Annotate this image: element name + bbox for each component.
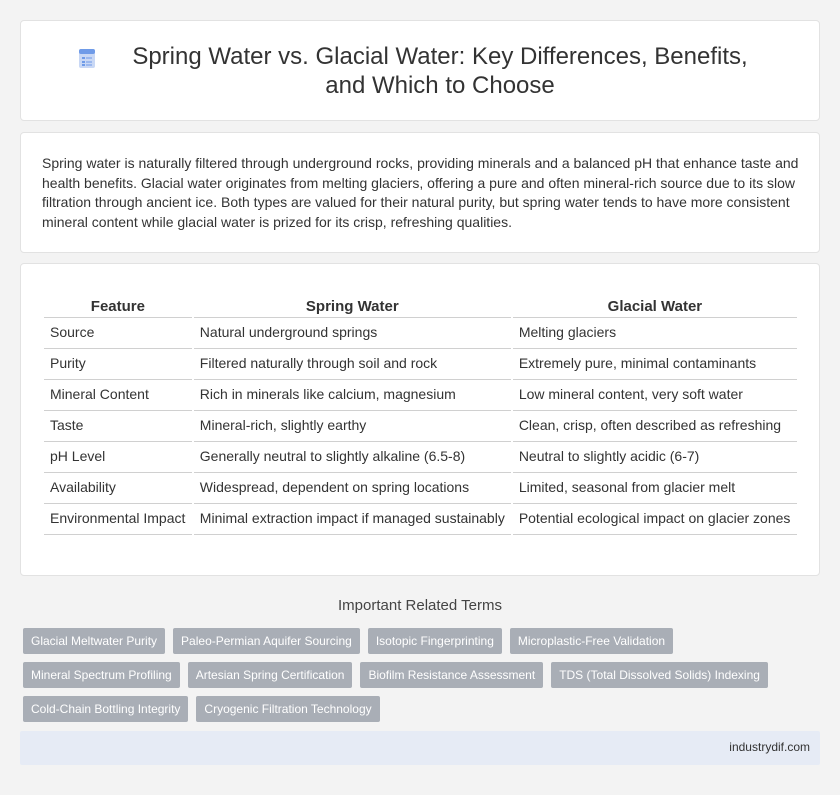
table-row [44, 318, 797, 349]
term-tag[interactable]: Biofilm Resistance Assessment [360, 662, 543, 688]
row-glacial-value: Limited, seasonal from glacier melt [513, 473, 797, 504]
page-title: Spring Water vs. Glacial Water: Key Differences, Benefits, and Which to Choose [132, 42, 748, 99]
row-spring-value: Minimal extraction impact if managed sustainably [194, 504, 511, 535]
row-glacial-value: Neutral to slightly acidic (6-7) [513, 442, 797, 473]
related-terms-heading: Important Related Terms [338, 597, 502, 614]
footer-bar [20, 731, 820, 765]
row-glacial-value: Potential ecological impact on glacier zones [513, 504, 797, 535]
term-tag[interactable]: TDS (Total Dissolved Solids) Indexing [551, 662, 768, 688]
term-tag[interactable]: Artesian Spring Certification [188, 662, 353, 688]
row-feature: Taste [44, 411, 192, 442]
row-spring-value: Widespread, dependent on spring locations [194, 473, 511, 504]
row-feature: pH Level [44, 442, 192, 473]
term-tag[interactable]: Mineral Spectrum Profiling [23, 662, 180, 688]
row-spring-value: Rich in minerals like calcium, magnesium [194, 380, 511, 411]
intro-card [20, 132, 820, 253]
term-tag[interactable]: Paleo-Permian Aquifer Sourcing [173, 628, 360, 654]
row-spring-value: Natural underground springs [194, 318, 511, 349]
term-tag[interactable]: Isotopic Fingerprinting [368, 628, 502, 654]
row-feature: Environmental Impact [44, 504, 192, 535]
header-card [20, 20, 820, 121]
row-glacial-value: Extremely pure, minimal contaminants [513, 349, 797, 380]
row-feature: Availability [44, 473, 192, 504]
related-terms-list [23, 628, 823, 722]
header-glacial-water: Glacial Water [513, 296, 797, 318]
row-feature: Source [44, 318, 192, 349]
header-feature: Feature [44, 296, 192, 318]
footer-site-link[interactable]: industrydif.com [729, 740, 810, 754]
row-spring-value: Filtered naturally through soil and rock [194, 349, 511, 380]
row-spring-value: Mineral-rich, slightly earthy [194, 411, 511, 442]
header-spring-water: Spring Water [194, 296, 511, 318]
row-glacial-value: Low mineral content, very soft water [513, 380, 797, 411]
term-tag[interactable]: Cryogenic Filtration Technology [196, 696, 379, 722]
table-row [44, 411, 797, 442]
table-row [44, 349, 797, 380]
table-header-row [44, 296, 797, 318]
comparison-table [42, 296, 799, 535]
table-row [44, 442, 797, 473]
comparison-table-card [20, 263, 820, 576]
row-feature: Mineral Content [44, 380, 192, 411]
row-glacial-value: Clean, crisp, often described as refreshing [513, 411, 797, 442]
table-row [44, 504, 797, 535]
term-tag[interactable]: Glacial Meltwater Purity [23, 628, 165, 654]
term-tag[interactable]: Microplastic-Free Validation [510, 628, 673, 654]
intro-paragraph: Spring water is naturally filtered through underground rocks, providing minerals and a balanced pH that enhance taste and health benefits. Glacial water originates from melting glaciers, offering a pure and often mineral-rich source due to its slow filtration through ancient ice. Both types are valued for their natural purity, but spring water tends to have more consistent mineral content while glacial water is prized for its crisp, refreshing qualities. [42, 155, 799, 230]
row-glacial-value: Melting glaciers [513, 318, 797, 349]
row-spring-value: Generally neutral to slightly alkaline (6.5-8) [194, 442, 511, 473]
table-row [44, 380, 797, 411]
row-feature: Purity [44, 349, 192, 380]
term-tag[interactable]: Cold-Chain Bottling Integrity [23, 696, 188, 722]
table-row [44, 473, 797, 504]
